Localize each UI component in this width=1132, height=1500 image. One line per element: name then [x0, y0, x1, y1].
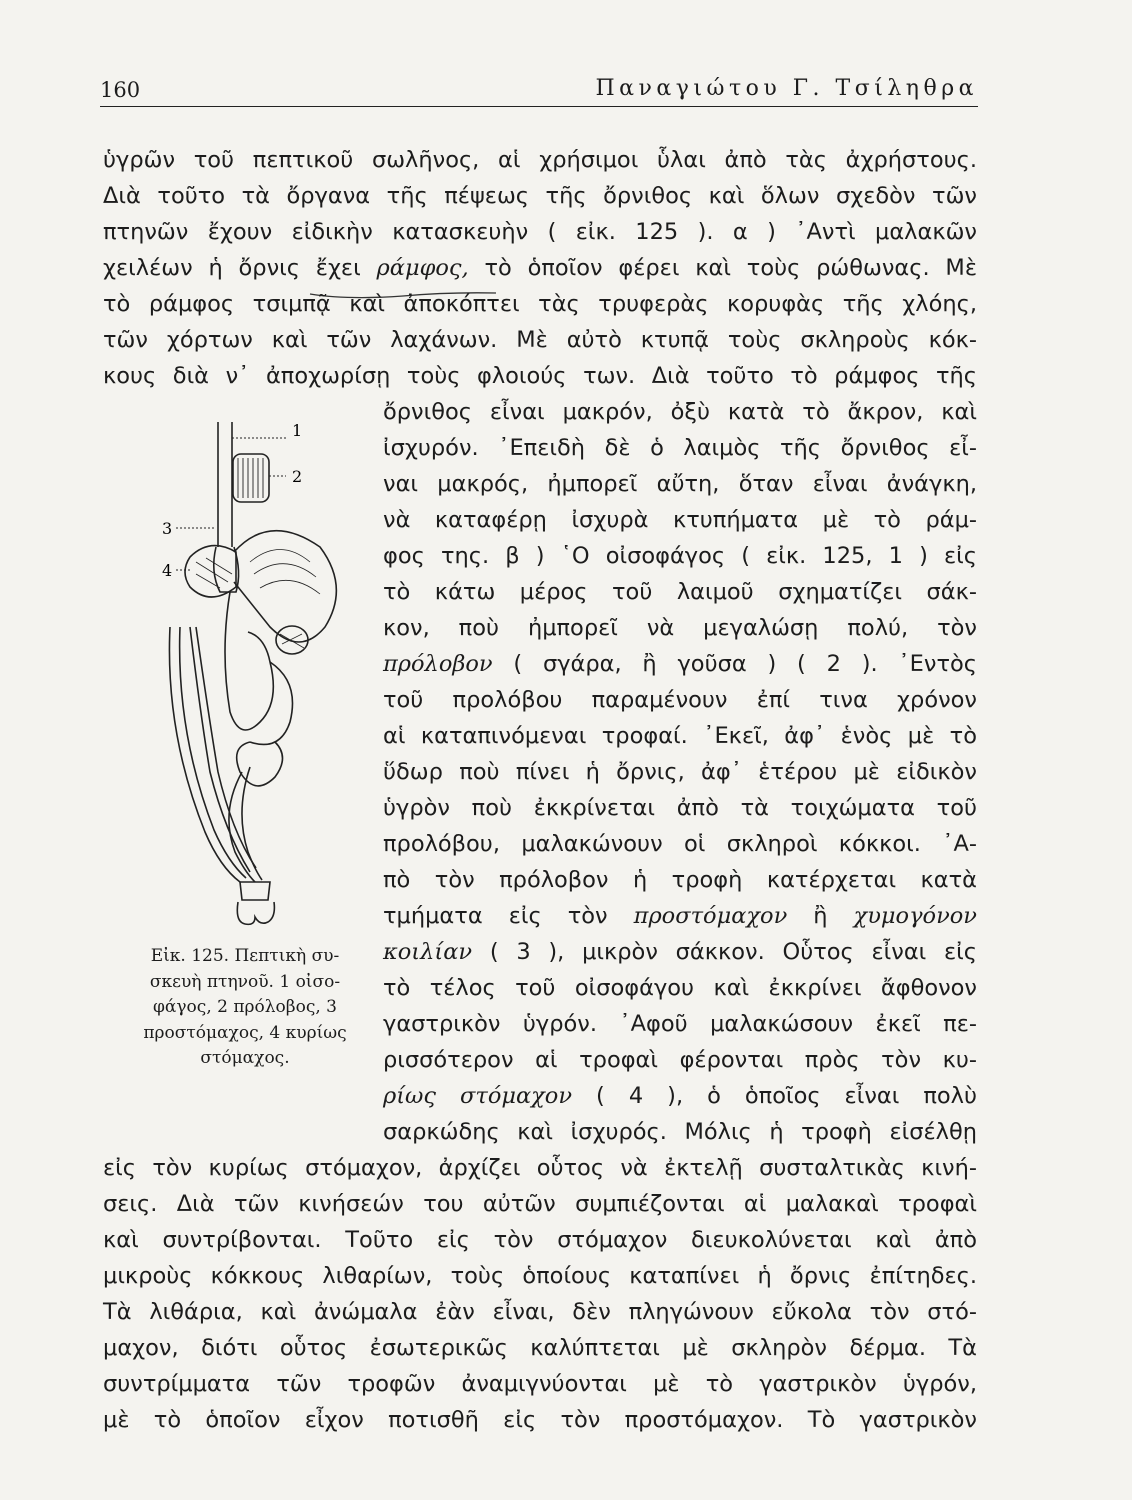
text-line: καὶ συντρίβονται. Τοῦτο εἰς τὸν στόμαχον διευκολύνεται καὶ ἀπὸ	[103, 1227, 977, 1253]
figure-label-1: 1	[292, 421, 303, 440]
text-line	[383, 936, 977, 968]
figure-caption	[120, 944, 370, 1072]
term-kyrios-stomachon: ρίως στόμαχον	[383, 1083, 573, 1109]
page-header	[100, 74, 978, 107]
text-segment: ( 4 ), ὁ ὁποῖος εἶναι πολὺ	[572, 1083, 978, 1109]
text-segment: τὸ ὁποῖον φέρει καὶ τοὺς ρώθωνας. Μὲ	[468, 255, 977, 281]
caption-line: στόμαχος.	[200, 1048, 290, 1068]
caption-line: Εἰκ. 125. Πεπτικὴ συ-	[150, 946, 340, 966]
text-segment: ἢ	[787, 903, 854, 929]
term-ramfos: ράμφος,	[376, 255, 469, 281]
figure-label-3: 3	[162, 519, 173, 538]
text-line	[383, 900, 977, 932]
text-line	[383, 1080, 977, 1112]
text-line: τῶν χόρτων καὶ τῶν λαχάνων. Μὲ αὐτὸ κτυπᾷ τοὺς σκληροὺς κόκ-	[103, 327, 977, 353]
text-line: προλόβου, μαλακώνουν οἱ σκληροὶ κόκκοι. ᾿Α-	[383, 831, 977, 857]
text-line: πτηνῶν ἔχουν εἰδικὴν κατασκευὴν ( εἰκ. 125 ). α ) ᾿Αντὶ μαλακῶν	[103, 219, 977, 245]
text-line: ὑγρῶν τοῦ πεπτικοῦ σωλῆνος, αἱ χρήσιμοι ὗλαι ἀπὸ τὰς ἀχρήστους.	[103, 147, 977, 173]
drawing-strokes	[169, 422, 336, 924]
figure-label-4: 4	[162, 561, 173, 580]
term-prostomachon: προστόμαχον	[633, 903, 788, 929]
figure-label-2: 2	[292, 467, 303, 486]
text-line: νὰ καταφέρῃ ἰσχυρὰ κτυπήματα μὲ τὸ ράμ-	[383, 507, 977, 533]
digestive-system-illustration	[150, 412, 380, 937]
caption-line: προστόμαχος, 4 κυρίως	[143, 1022, 347, 1043]
caption-line: σκευὴ πτηνοῦ. 1 οἰσο-	[149, 971, 341, 992]
term-proloboi: πρόλοβον	[383, 651, 493, 677]
caption-line: φάγος, 2 πρόλοβος, 3	[153, 997, 337, 1017]
text-segment: ( 3 ), μικρὸν σάκκον. Οὗτος εἶναι εἰς	[472, 939, 977, 965]
text-line: συντρίμματα τῶν τροφῶν ἀναμιγνύονται μὲ τὸ γαστρικὸν ὑγρόν,	[103, 1371, 977, 1397]
text-line: τὸ κάτω μέρος τοῦ λαιμοῦ σχηματίζει σάκ-	[383, 579, 977, 605]
text-line: ὕδωρ ποὺ πίνει ἡ ὄρνις, ἀφ᾿ ἑτέρου μὲ εἰδικὸν	[383, 759, 977, 785]
text-segment: χειλέων ἡ ὄρνις ἔχει	[103, 255, 377, 281]
text-line: σαρκώδης καὶ ἰσχυρός. Μόλις ἡ τροφὴ εἰσέλθῃ	[383, 1119, 977, 1145]
text-line: Τὰ λιθάρια, καὶ ἀνώμαλα ἐὰν εἶναι, δὲν πληγώνουν εὔκολα τὸν στό-	[103, 1299, 977, 1325]
text-segment: τμήματα εἰς τὸν	[383, 903, 634, 929]
text-line: κον, ποὺ ἠμπορεῖ νὰ μεγαλώσῃ πολύ, τὸν	[383, 615, 977, 641]
term-chymogonon: χυμογόνον	[853, 903, 977, 929]
text-line: τὸ ράμφος τσιμπᾷ καὶ ἀποκόπτει τὰς τρυφερὰς κορυφὰς τῆς χλόης,	[103, 291, 977, 317]
text-line: ὄρνιθος εἶναι μακρόν, ὀξὺ κατὰ τὸ ἄκρον, καὶ	[383, 399, 977, 425]
text-line: αἱ καταπινόμεναι τροφαί. ᾿Εκεῖ, ἀφ᾿ ἑνὸς μὲ τὸ	[383, 723, 977, 749]
text-line: ναι μακρός, ἠμπορεῖ αὔτη, ὅταν εἶναι ἀνάγκη,	[383, 471, 977, 497]
text-line: μικροὺς κόκκους λιθαρίων, τοὺς ὁποίους καταπίνει ἡ ὄρνις ἐπίτηδες.	[103, 1263, 977, 1289]
text-line: ὑγρὸν ποὺ ἐκκρίνεται ἀπὸ τὰ τοιχώματα τοῦ	[383, 795, 977, 821]
running-head: Παναγιώτου Γ. Τσίληθρα	[595, 76, 978, 101]
page-number: 160	[100, 78, 141, 102]
text-line: σεις. Διὰ τῶν κινήσεών του αὐτῶν συμπιέζονται αἱ μαλακαὶ τροφαὶ	[103, 1191, 977, 1217]
text-line: ἰσχυρόν. ᾿Επειδὴ δὲ ὁ λαιμὸς τῆς ὄρνιθος εἶ-	[383, 435, 977, 461]
text-line: μὲ τὸ ὁποῖον εἶχον ποτισθῆ εἰς τὸν προστόμαχον. Τὸ γαστρικὸν	[103, 1407, 977, 1433]
text-line	[103, 252, 977, 284]
text-line: κους διὰ ν᾿ ἀποχωρίσῃ τοὺς φλοιούς των. Διὰ τοῦτο τὸ ράμφος τῆς	[103, 363, 977, 389]
text-line: φος της. β ) ῾Ο οἰσοφάγος ( εἰκ. 125, 1 ) εἰς	[383, 543, 977, 569]
text-line: τὸ τέλος τοῦ οἰσοφάγου καὶ ἐκκρίνει ἄφθονον	[383, 975, 977, 1001]
text-line	[383, 648, 977, 680]
text-segment: ( σγάρα, ἢ γοῦσα ) ( 2 ). ᾿Εντὸς	[492, 651, 977, 677]
text-line: γαστρικὸν ὑγρόν. ᾿Αφοῦ μαλακώσουν ἐκεῖ πε-	[383, 1011, 977, 1037]
term-koilian: κοιλίαν	[383, 939, 473, 965]
text-line: εἰς τὸν κυρίως στόμαχον, ἀρχίζει οὗτος νὰ ἐκτελῇ συσταλτικὰς κινή-	[103, 1155, 977, 1181]
text-line: Διὰ τοῦτο τὰ ὄργανα τῆς πέψεως τῆς ὄρνιθος καὶ ὅλων σχεδὸν τῶν	[103, 183, 977, 209]
text-line: τοῦ προλόβου παραμένουν ἐπί τινα χρόνον	[383, 687, 977, 713]
text-line: πὸ τὸν πρόλοβον ἡ τροφὴ κατέρχεται κατὰ	[383, 867, 977, 893]
text-line: μαχον, διότι οὗτος ἐσωτερικῶς καλύπτεται μὲ σκληρὸν δέρμα. Τὰ	[103, 1335, 977, 1361]
text-line: ρισσότερον αἱ τροφαὶ φέρονται πρὸς τὸν κυ-	[383, 1047, 977, 1073]
